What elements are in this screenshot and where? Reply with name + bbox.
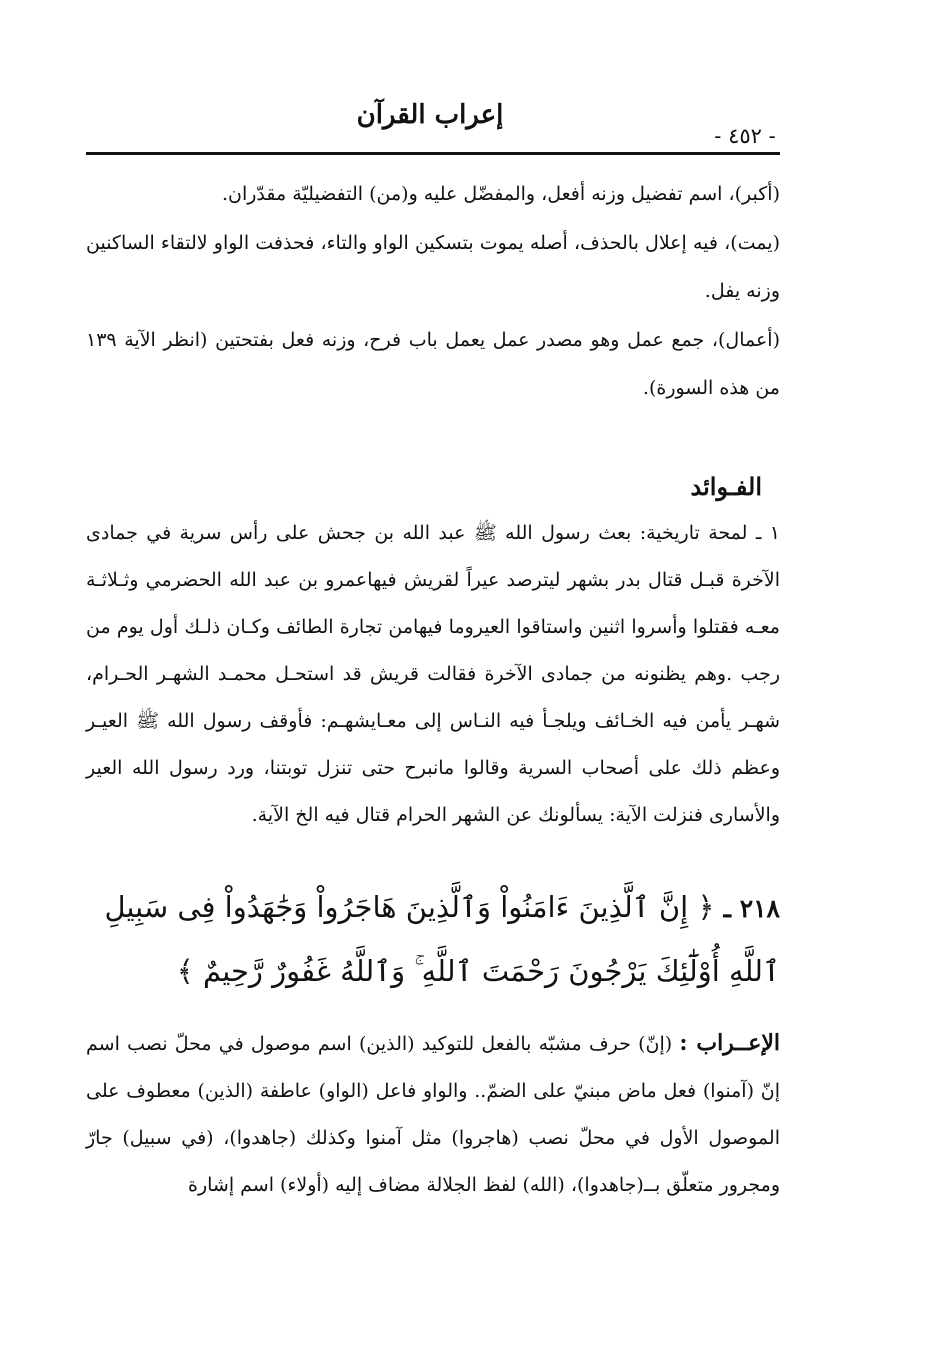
verse-number: ٢١٨ ـ: [723, 894, 780, 923]
paragraph-akbar: (أكبر)، اسم تفضيل وزنه أفعل، والمفضّل عليه و(من) التفضيليّة مقدّران.: [221, 183, 780, 205]
irab-text: (إنّ) حرف مشبّه بالفعل للتوكيد (الذين) اسم موصول في محلّ نصب اسم إنّ (آمنوا) فعل ماض مبنيّ على الضمّ.. والواو فاعل (الواو) عاطفة (الذين) معطوف على الموصول الأول في محلّ نصب (هاجروا) مثل آمنوا وكذلك (جاهدوا)، (في سبيل) جارّ ومجرور متعلّق بــ(جاهدوا)، (الله) لفظ الجلالة مضاف إليه (أولاء) اسم إشارة: [86, 1033, 780, 1196]
irab-label: الإعــراب :: [679, 1030, 780, 1056]
paragraph-yamut: (يمت)، فيه إعلال بالحذف، أصله يموت بتسكين الواو والتاء، فحذفت الواو لالتقاء الساكنين وزنه يفل.: [86, 231, 780, 302]
fawaid-text: ١ ـ لمحة تاريخية: بعث رسول الله ﷺ عبد الله بن جحش على رأس سرية في جمادى الآخرة قبـل قتال بدر بشهر ليترصد عيراً لقريش فيهاعمرو بن عبد الله الحضرمي وثـلاثـة معـه فقتلوا وأسروا اثنين واستاقوا العيروما فيهامن تجارة الطائف وكـان ذلـك أول يوم من رجب .وهم يظنونه من جمادى الآخرة فقالت قريش قد استحـل محمـد الشهـر الحـرام، شهـر يأمن فيه الخـائف ويلجـأ فيه النـاس إلى معـايشهـم: فأوقف رسول الله ﷺ العيـر وعظم ذلك على أصحاب السرية وقالوا مانبرح حتى تنزل توبتنا، ورد رسول الله العير والأسارى فنزلت الآية: يسألونك عن الشهر الحرام قتال فيه الخ الآية.: [86, 522, 780, 826]
quran-verse: [86, 876, 780, 1002]
fawaid-heading: الفـوائد: [690, 472, 762, 501]
paragraph-aamal: (أعمال)، جمع عمل وهو مصدر عمل يعمل باب فرح، وزنه فعل بفتحتين (انظر الآية ١٣٩ من هذه السورة).: [86, 328, 780, 399]
verse-text: ﴿ إِنَّ ٱلَّذِينَ ءَامَنُواْ وَٱلَّذِينَ هَاجَرُواْ وَجَٰهَدُواْ فِى سَبِيلِ ٱللَّهِ أُوْلَٰٓئِكَ يَرْجُونَ رَحْمَتَ ٱللَّهِ ۚ وَٱللَّهُ غَفُورٌ رَّحِيمٌ ﴾: [104, 890, 780, 988]
page-number: - ٤٥٢ -: [714, 124, 776, 148]
running-header-title: إعراب القرآن: [356, 100, 504, 130]
irab-section: [86, 1020, 780, 1209]
grammar-notes: [86, 170, 780, 413]
header-rule: [86, 152, 780, 155]
